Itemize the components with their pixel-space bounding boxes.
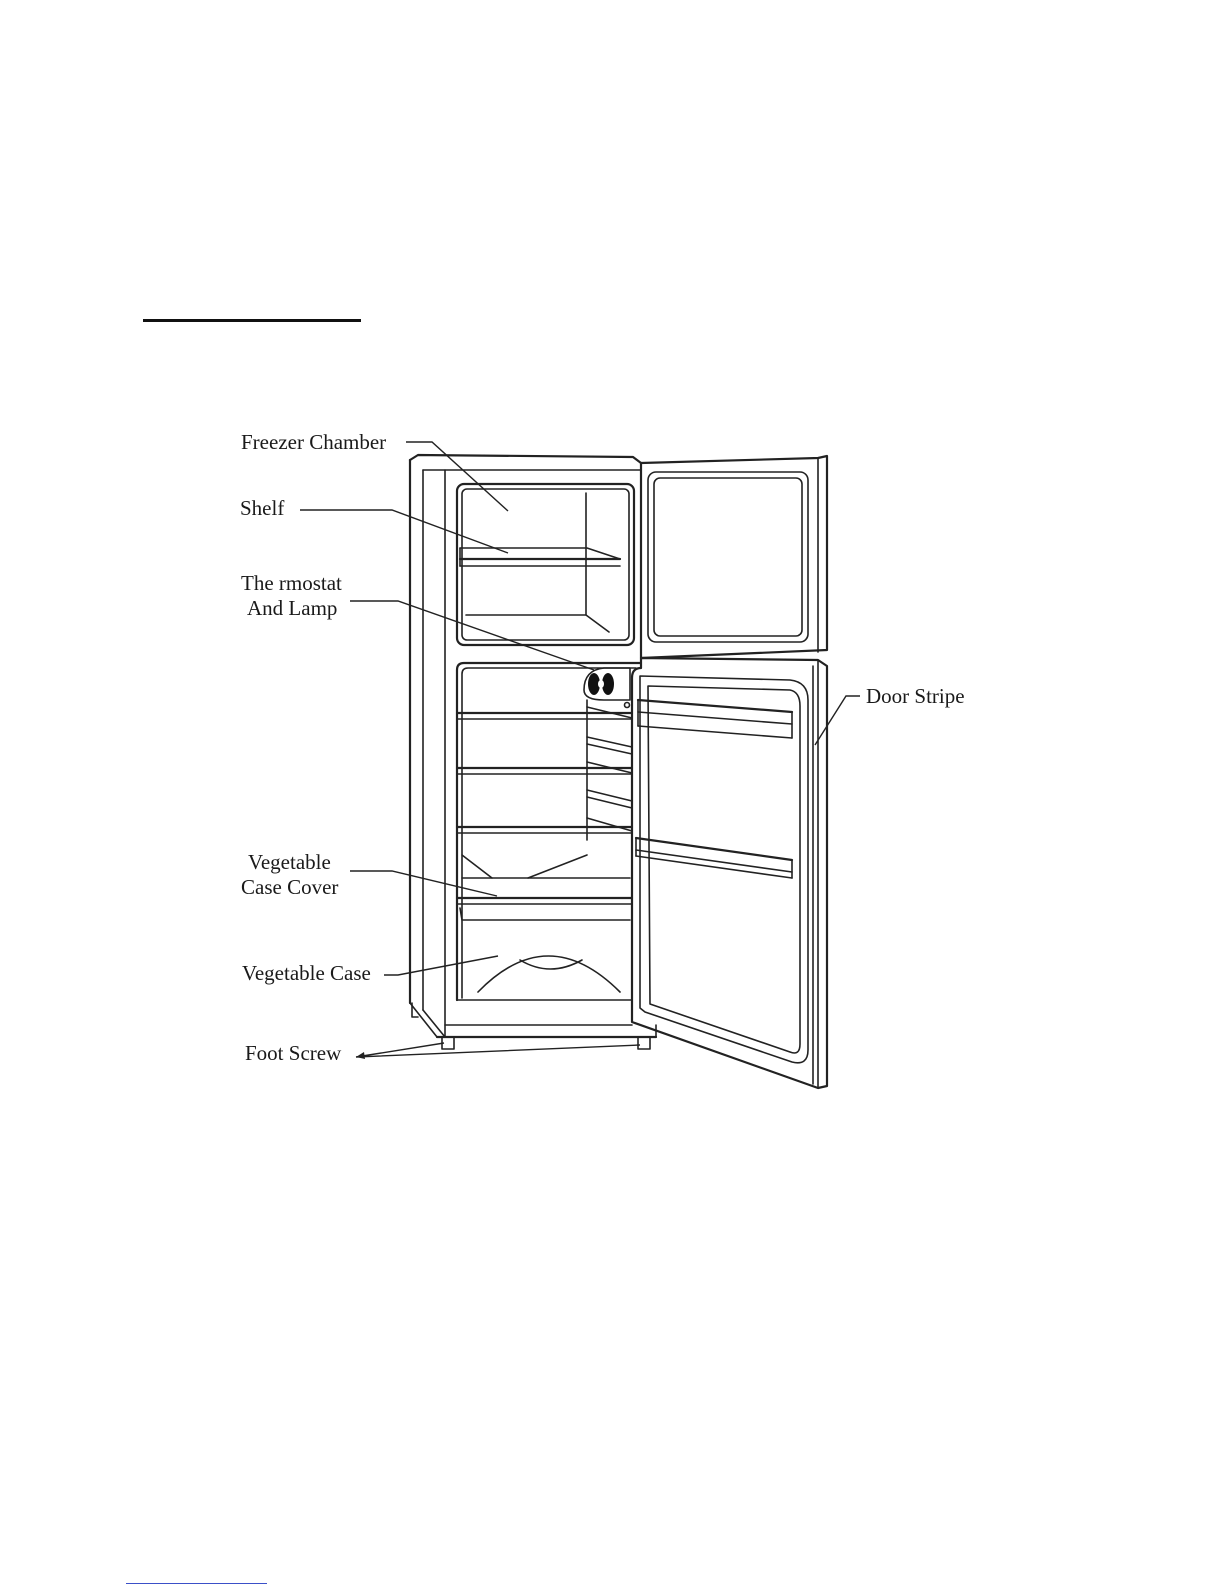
thermostat-label-line1: The rmostat xyxy=(241,571,342,595)
foot-screw-label: Foot Screw xyxy=(245,1041,342,1065)
door-stripe-leader xyxy=(815,696,860,745)
foot-screw-leader xyxy=(356,1043,640,1057)
vegetable-case-label: Vegetable Case xyxy=(242,961,371,985)
vegetable-case-leader xyxy=(384,956,498,975)
thermostat-label-line2: And Lamp xyxy=(247,596,338,620)
vegetable-case-cover-label-line1: Vegetable xyxy=(248,850,331,874)
thermostat-leader xyxy=(350,601,594,670)
vegetable-case xyxy=(460,908,630,992)
freezer-shelf xyxy=(460,548,620,566)
fridge-door xyxy=(632,658,827,1088)
shelf-label: Shelf xyxy=(240,496,285,520)
freezer-compartment xyxy=(457,484,634,645)
thermostat-housing xyxy=(584,668,630,708)
door-bin-upper xyxy=(638,700,792,738)
vegetable-case-cover-label-line2: Case Cover xyxy=(241,875,339,899)
freezer-door xyxy=(641,456,827,658)
fridge-shelf-2 xyxy=(457,737,632,774)
fridge-shelf-3 xyxy=(457,790,632,833)
vegetable-case-cover xyxy=(457,855,632,904)
door-stripe-label: Door Stripe xyxy=(866,684,965,708)
shelf-leader xyxy=(300,510,508,553)
refrigerator-cabinet xyxy=(410,455,656,1049)
door-bin-lower xyxy=(636,838,792,878)
freezer-chamber-label: Freezer Chamber xyxy=(241,430,387,454)
footer-link-underline xyxy=(126,1583,267,1584)
fridge-shelf-1 xyxy=(457,707,632,719)
